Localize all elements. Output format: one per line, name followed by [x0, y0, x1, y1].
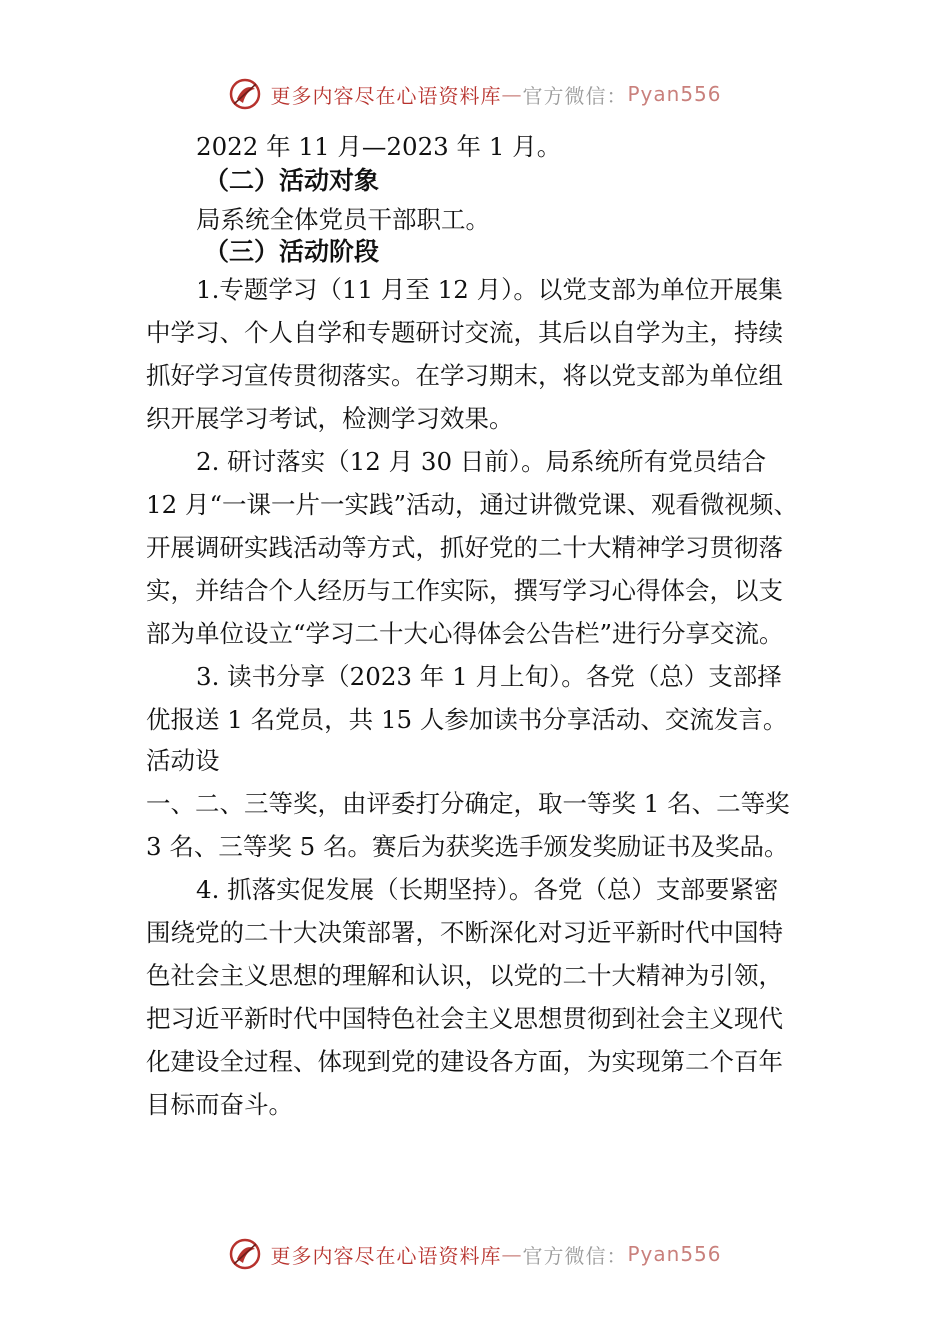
text-line: 4. 抓落实促发展（长期坚持）。各党（总）支部要紧密	[196, 875, 779, 904]
text-line: 开展调研实践活动等方式，抓好党的二十大精神学习贯彻落	[146, 533, 783, 562]
text-line: 色社会主义思想的理解和认识，以党的二十大精神为引领，	[146, 961, 783, 990]
watermark-header	[0, 72, 950, 116]
watermark-footer	[0, 1232, 950, 1276]
text-line: 1.专题学习（11 月至 12 月）。以党支部为单位开展集	[196, 275, 783, 304]
text-line: 一、二、三等奖，由评委打分确定，取一等奖 1 名、二等奖	[146, 789, 790, 818]
text-line: 把习近平新时代中国特色社会主义思想贯彻到社会主义现代	[146, 1004, 783, 1033]
watermark-text: 更多内容尽在心语资料库	[270, 83, 502, 108]
text-line: 2. 研讨落实（12 月 30 日前）。局系统所有党员结合	[196, 447, 767, 476]
text-line: 抓好学习宣传贯彻落实。在学习期末，将以党支部为单位组	[146, 361, 783, 390]
text-line: 局系统全体党员干部职工。	[196, 205, 490, 234]
section-heading: （三）活动阶段	[204, 237, 380, 266]
watermark-official: 官方微信：	[522, 83, 628, 108]
text-line: 部为单位设立“学习二十大心得体会公告栏”进行分享交流。	[146, 619, 784, 648]
watermark-dash: —	[501, 82, 523, 106]
text-line: 3 名、三等奖 5 名。赛后为获奖选手颁发奖励证书及奖品。	[146, 832, 789, 861]
text-line: 2022 年 11 月—2023 年 1 月。	[196, 132, 562, 161]
watermark-wechat-id: Pyan556	[627, 82, 722, 106]
text-line: 目标而奋斗。	[146, 1090, 293, 1119]
logo-icon	[228, 77, 262, 111]
watermark-wechat-id: Pyan556	[627, 1242, 722, 1266]
text-line: 围绕党的二十大决策部署，不断深化对习近平新时代中国特	[146, 918, 783, 947]
section-heading: （二）活动对象	[204, 166, 380, 195]
watermark-official: 官方微信：	[522, 1243, 628, 1268]
logo-icon	[228, 1237, 262, 1271]
watermark-dash: —	[501, 1242, 523, 1266]
text-line: 化建设全过程、体现到党的建设各方面，为实现第二个百年	[146, 1047, 783, 1076]
text-line: 3. 读书分享（2023 年 1 月上旬）。各党（总）支部择	[196, 662, 782, 691]
text-line: 活动设	[146, 746, 220, 775]
text-line: 实，并结合个人经历与工作实际，撰写学习心得体会，以支	[146, 576, 783, 605]
text-line: 12 月“一课一片一实践”活动，通过讲微党课、观看微视频、	[146, 490, 799, 519]
text-line: 中学习、个人自学和专题研讨交流，其后以自学为主，持续	[146, 318, 783, 347]
text-line: 织开展学习考试，检测学习效果。	[146, 404, 514, 433]
text-line: 优报送 1 名党员，共 15 人参加读书分享活动、交流发言。	[146, 705, 788, 734]
watermark-text: 更多内容尽在心语资料库	[270, 1243, 502, 1268]
